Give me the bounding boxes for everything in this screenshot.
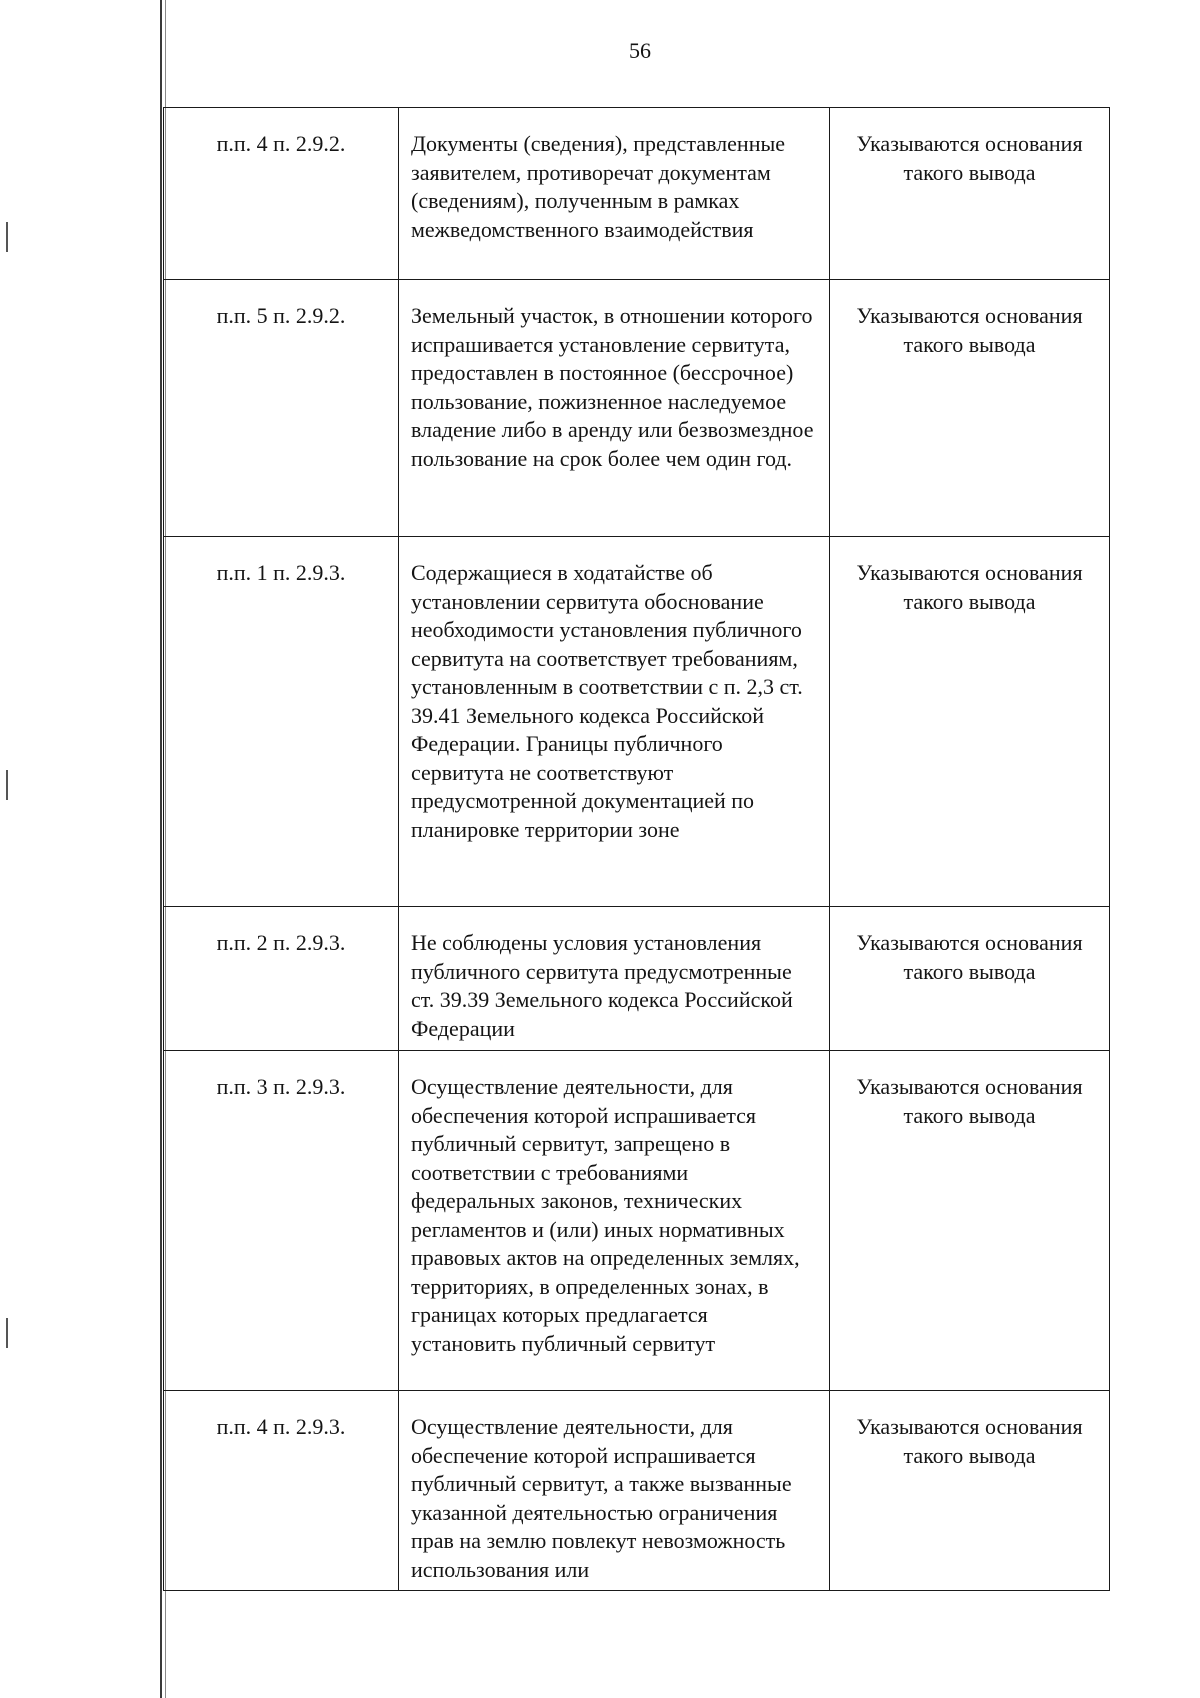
row-description: Содержащиеся в ходатайстве об установлении сервитута обоснование необходимости установления публичного сервитута на соответствует требованиям, установленным в соответствии с п. 2,3 ст. 39.41 Земельного кодекса Российской Федерации. Границы публичного сервитута не соответствуют предусмотренной документацией по планировке территории зоне	[399, 537, 830, 907]
row-note: Указываются основания такого вывода	[830, 907, 1110, 1051]
row-note: Указываются основания такого вывода	[830, 1391, 1110, 1591]
row-description: Земельный участок, в отношении которого испрашивается установление сервитута, предоставлен в постоянное (бессрочное) пользование, пожизненное наследуемое владение либо в аренду или безвозмездное пользование на срок более чем один год.	[399, 280, 830, 537]
grounds-table	[163, 107, 1110, 1591]
table-row	[164, 1051, 1110, 1391]
table-row	[164, 1391, 1110, 1591]
row-description: Осуществление деятельности, для обеспечение которой испрашивается публичный сервитут, а также вызванные указанной деятельностью ограничения прав на землю повлекут невозможность использования или	[399, 1391, 830, 1591]
row-note: Указываются основания такого вывода	[830, 537, 1110, 907]
table-row	[164, 280, 1110, 537]
row-description: Не соблюдены условия установления публичного сервитута предусмотренные ст. 39.39 Земельного кодекса Российской Федерации	[399, 907, 830, 1051]
row-reference: п.п. 4 п. 2.9.2.	[164, 108, 399, 280]
row-reference: п.п. 1 п. 2.9.3.	[164, 537, 399, 907]
page-number: 56	[629, 38, 651, 63]
margin-mark	[6, 1318, 8, 1348]
row-note: Указываются основания такого вывода	[830, 1051, 1110, 1391]
table-row	[164, 907, 1110, 1051]
table-row	[164, 537, 1110, 907]
table-row	[164, 108, 1110, 280]
row-description: Осуществление деятельности, для обеспечения которой испрашивается публичный сервитут, запрещено в соответствии с требованиями федеральных законов, технических регламентов и (или) иных нормативных правовых актов на определенных землях, территориях, в определенных зонах, в границах которых предлагается установить публичный сервитут	[399, 1051, 830, 1391]
row-reference: п.п. 5 п. 2.9.2.	[164, 280, 399, 537]
scan-edge-line	[160, 0, 162, 1698]
row-reference: п.п. 3 п. 2.9.3.	[164, 1051, 399, 1391]
row-description: Документы (сведения), представленные заявителем, противоречат документам (сведениям), полученным в рамках межведомственного взаимодействия	[399, 108, 830, 280]
row-note: Указываются основания такого вывода	[830, 280, 1110, 537]
row-reference: п.п. 2 п. 2.9.3.	[164, 907, 399, 1051]
row-reference: п.п. 4 п. 2.9.3.	[164, 1391, 399, 1591]
row-note: Указываются основания такого вывода	[830, 108, 1110, 280]
margin-mark	[6, 222, 8, 252]
margin-mark	[6, 770, 8, 800]
